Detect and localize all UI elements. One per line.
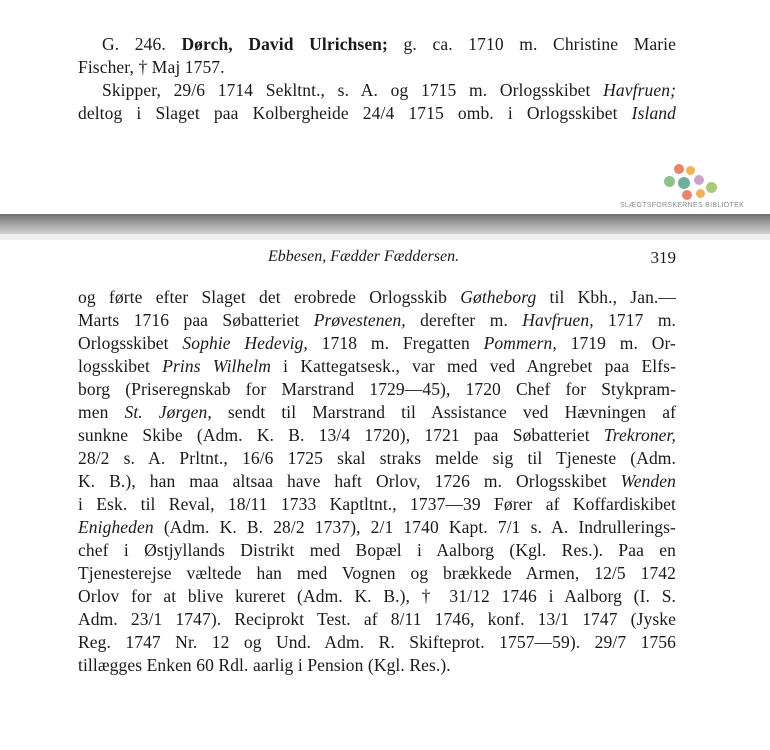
text-line: sunkne Skibe (Adm. K. B. 13/4 1720), 1721 paa Søbatteriet Trekroner, — [78, 425, 676, 445]
logo-dot-icon — [706, 182, 717, 193]
text-line: men St. Jørgen, sendt til Marstrand til Assistance ved Hævningen af — [78, 402, 676, 422]
text-line: Reg. 1747 Nr. 12 og Und. Adm. R. Skifteprot. 1757—59). 29/7 1756 — [78, 632, 676, 652]
logo-dot-icon — [664, 176, 675, 187]
text-line: Adm. 23/1 1747). Reciprokt Test. af 8/11 1746, konf. 13/1 1747 (Jyske — [78, 609, 676, 629]
text-line: logsskibet Prins Wilhelm i Kattegatsesk., var med ved Angrebet paa Elfs- — [78, 356, 677, 376]
logo-dot-icon — [674, 164, 684, 174]
logo-dot-icon — [696, 189, 705, 198]
text-line: Orlov for at blive kureret (Adm. K. B.), † 31/12 1746 i Aalborg (I. S. — [78, 586, 676, 606]
text-line: Fischer, † Maj 1757. — [78, 57, 225, 77]
page-number: 319 — [650, 248, 676, 267]
page-break-divider — [0, 214, 770, 234]
text-line: tillægges Enken 60 Rdl. aarlig i Pension (Kgl. Res.). — [78, 655, 451, 675]
watermark-text: SLÆGTSFORSKERNES BIBLIOTEK — [619, 202, 745, 209]
page-break-shadow — [0, 234, 770, 240]
top-paragraph — [78, 33, 676, 125]
text-line: chef i Østjyllands Distrikt med Bopæl i Aalborg (Kgl. Res.). Paa en — [78, 540, 676, 560]
running-title: Ebbesen, Fædder Fæddersen. — [268, 248, 460, 265]
logo-dot-icon — [678, 177, 690, 189]
text-line: borg (Priseregnskab for Marstrand 1729—45), 1720 Chef for Stykpram- — [78, 379, 676, 399]
text-line: G. 246. Dørch, David Ulrichsen; g. ca. 1710 m. Christine Marie — [102, 34, 676, 54]
text-line: Enigheden (Adm. K. B. 28/2 1737), 2/1 1740 Kapt. 7/1 s. A. Indrullerings- — [78, 517, 676, 537]
logo-dot-icon — [694, 175, 704, 185]
text-line: K. B.), han maa altsaa have haft Orlov, 1726 m. Orlogsskibet Wenden — [78, 471, 676, 491]
logo-dot-icon — [686, 166, 695, 175]
running-head — [78, 248, 676, 272]
text-line: Skipper, 29/6 1714 Sekltnt., s. A. og 1715 m. Orlogsskibet Havfruen; — [102, 80, 676, 100]
watermark-logo — [612, 160, 752, 212]
text-line: Marts 1716 paa Søbatteriet Prøvestenen, derefter m. Havfruen, 1717 m. — [78, 310, 677, 330]
text-line: 28/2 s. A. Prltnt., 16/6 1725 skal straks melde sig til Tjeneste (Adm. — [78, 448, 676, 468]
text-line: deltog i Slaget paa Kolbergheide 24/4 1715 omb. i Orlogsskibet Island — [78, 103, 676, 123]
main-paragraph — [78, 286, 676, 677]
text-line: i Esk. til Reval, 18/11 1733 Kaptltnt., 1737—39 Fører af Koffardiskibet — [78, 494, 676, 514]
logo-dot-icon — [682, 190, 692, 200]
text-line: og førte efter Slaget det erobrede Orlogsskib Gøtheborg til Kbh., Jan.— — [78, 287, 676, 307]
text-line: Orlogsskibet Sophie Hedevig, 1718 m. Fregatten Pommern, 1719 m. Or- — [78, 333, 676, 353]
text-line: Tjenesterejse væltede han med Vognen og brækkede Armen, 12/5 1742 — [78, 563, 676, 583]
